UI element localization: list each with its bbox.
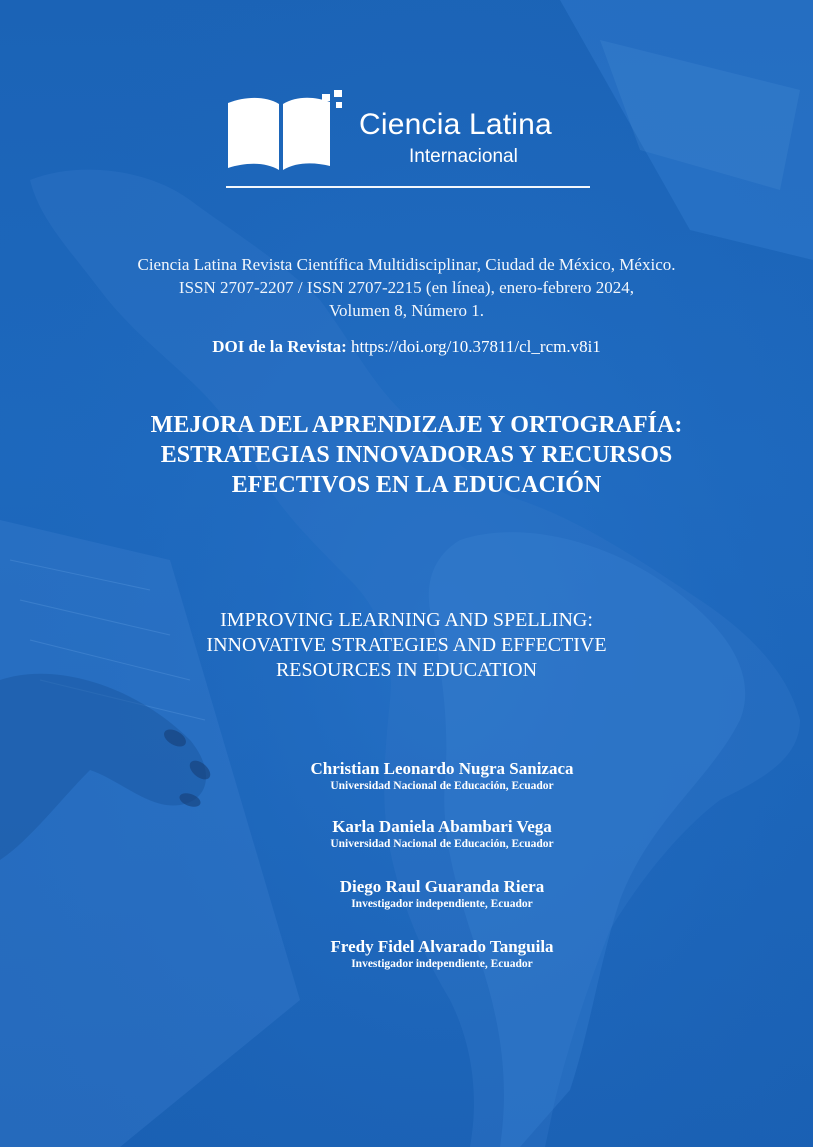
journal-info-line-1: Ciencia Latina Revista Científica Multidisciplinar, Ciudad de México, México. xyxy=(137,255,676,274)
doi-link[interactable]: https://doi.org/10.37811/cl_rcm.v8i1 xyxy=(351,337,601,356)
journal-info-line-2: ISSN 2707-2207 / ISSN 2707-2215 (en línea), enero-febrero 2024, xyxy=(178,278,635,297)
title-es-line: MEJORA DEL APRENDIZAJE Y ORTOGRAFÍA: xyxy=(150,412,683,438)
journal-doi xyxy=(60,336,753,358)
author-name: Christian Leonardo Nugra Sanizaca xyxy=(310,759,574,778)
title-en-line: INNOVATIVE STRATEGIES AND EFFECTIVE xyxy=(206,634,607,656)
brand-name: Ciencia Latina xyxy=(359,108,552,141)
author-affiliation: Investigador independiente, Ecuador xyxy=(351,958,533,970)
author-affiliation: Universidad Nacional de Educación, Ecuador xyxy=(330,838,554,850)
open-book-icon xyxy=(228,90,342,170)
title-en-line: RESOURCES IN EDUCATION xyxy=(275,659,538,681)
brand-subtitle: Internacional xyxy=(409,146,518,167)
author-affiliation: Investigador independiente, Ecuador xyxy=(351,898,533,910)
author-name: Fredy Fidel Alvarado Tanguila xyxy=(330,937,554,956)
article-title-es xyxy=(90,410,743,500)
author-name: Karla Daniela Abambari Vega xyxy=(332,817,552,836)
author-entry xyxy=(200,758,684,794)
doi-label: DOI de la Revista: xyxy=(212,337,347,356)
author-entry xyxy=(200,816,684,852)
author-name: Diego Raul Guaranda Riera xyxy=(339,877,545,896)
title-es-line: EFECTIVOS EN LA EDUCACIÓN xyxy=(231,472,602,498)
journal-info-line-3: Volumen 8, Número 1. xyxy=(328,301,485,320)
article-title-en xyxy=(110,608,703,683)
author-entry xyxy=(200,876,684,912)
author-entry xyxy=(200,936,684,972)
author-affiliation: Universidad Nacional de Educación, Ecuador xyxy=(330,780,554,792)
title-en-line: IMPROVING LEARNING AND SPELLING: xyxy=(220,609,593,631)
logo-divider xyxy=(226,186,590,188)
title-es-line: ESTRATEGIAS INNOVADORAS Y RECURSOS xyxy=(160,442,673,468)
